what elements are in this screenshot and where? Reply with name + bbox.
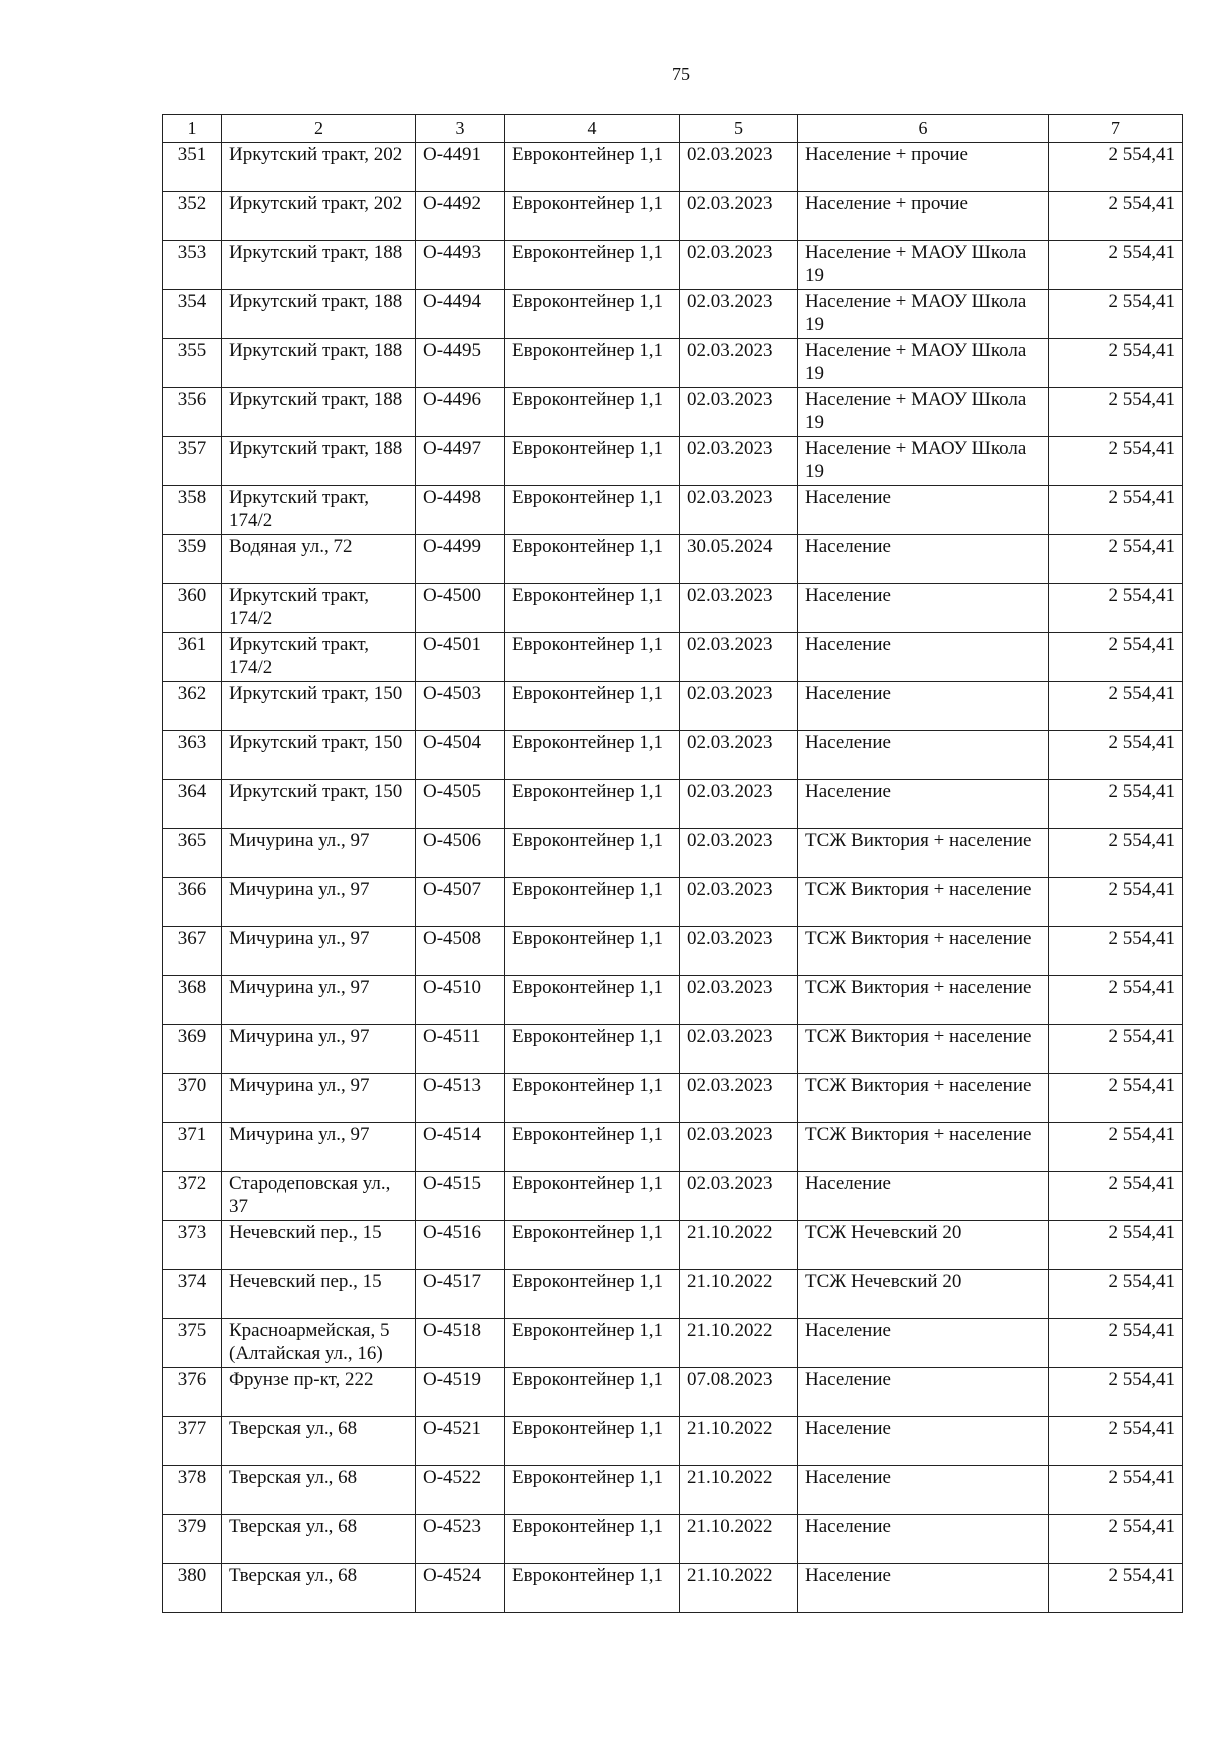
page-number: 75 xyxy=(672,64,690,84)
price-cell: 2 554,41 xyxy=(1049,486,1183,535)
site-code-cell: О-4515 xyxy=(416,1172,505,1221)
client-cell: ТСЖ Виктория + население xyxy=(798,1074,1049,1123)
address-cell: Тверская ул., 68 xyxy=(222,1466,416,1515)
price-cell: 2 554,41 xyxy=(1049,192,1183,241)
table-row xyxy=(163,1123,1183,1172)
container-type-cell: Евроконтейнер 1,1 xyxy=(505,1417,680,1466)
column-header: 7 xyxy=(1049,115,1183,143)
row-number: 370 xyxy=(163,1074,222,1123)
column-header: 1 xyxy=(163,115,222,143)
site-code-cell: О-4510 xyxy=(416,976,505,1025)
price-cell: 2 554,41 xyxy=(1049,878,1183,927)
row-number: 369 xyxy=(163,1025,222,1074)
container-type-cell: Евроконтейнер 1,1 xyxy=(505,535,680,584)
site-code-cell: О-4504 xyxy=(416,731,505,780)
price-cell: 2 554,41 xyxy=(1049,633,1183,682)
site-code-cell: О-4494 xyxy=(416,290,505,339)
container-type-cell: Евроконтейнер 1,1 xyxy=(505,241,680,290)
table-row xyxy=(163,584,1183,633)
price-cell: 2 554,41 xyxy=(1049,780,1183,829)
row-number: 372 xyxy=(163,1172,222,1221)
date-cell: 02.03.2023 xyxy=(680,388,798,437)
date-cell: 02.03.2023 xyxy=(680,437,798,486)
client-cell: ТСЖ Виктория + население xyxy=(798,927,1049,976)
container-type-cell: Евроконтейнер 1,1 xyxy=(505,1515,680,1564)
site-code-cell: О-4513 xyxy=(416,1074,505,1123)
table-row xyxy=(163,731,1183,780)
table-row xyxy=(163,192,1183,241)
row-number: 357 xyxy=(163,437,222,486)
client-cell: ТСЖ Нечевский 20 xyxy=(798,1270,1049,1319)
row-number: 354 xyxy=(163,290,222,339)
client-cell: Население xyxy=(798,535,1049,584)
address-cell: Тверская ул., 68 xyxy=(222,1417,416,1466)
price-cell: 2 554,41 xyxy=(1049,927,1183,976)
date-cell: 02.03.2023 xyxy=(680,829,798,878)
row-number: 376 xyxy=(163,1368,222,1417)
container-type-cell: Евроконтейнер 1,1 xyxy=(505,192,680,241)
column-number-header xyxy=(163,115,1183,143)
container-type-cell: Евроконтейнер 1,1 xyxy=(505,878,680,927)
table-row xyxy=(163,1221,1183,1270)
site-code-cell: О-4491 xyxy=(416,143,505,192)
column-header: 3 xyxy=(416,115,505,143)
date-cell: 21.10.2022 xyxy=(680,1564,798,1613)
container-registry-table xyxy=(162,114,1183,1613)
date-cell: 02.03.2023 xyxy=(680,290,798,339)
row-number: 377 xyxy=(163,1417,222,1466)
date-cell: 02.03.2023 xyxy=(680,633,798,682)
table-row xyxy=(163,1417,1183,1466)
site-code-cell: О-4497 xyxy=(416,437,505,486)
client-cell: Население xyxy=(798,584,1049,633)
container-type-cell: Евроконтейнер 1,1 xyxy=(505,584,680,633)
date-cell: 02.03.2023 xyxy=(680,1074,798,1123)
container-type-cell: Евроконтейнер 1,1 xyxy=(505,1466,680,1515)
site-code-cell: О-4505 xyxy=(416,780,505,829)
container-type-cell: Евроконтейнер 1,1 xyxy=(505,1319,680,1368)
site-code-cell: О-4500 xyxy=(416,584,505,633)
table-row xyxy=(163,241,1183,290)
row-number: 378 xyxy=(163,1466,222,1515)
table-row xyxy=(163,1172,1183,1221)
site-code-cell: О-4517 xyxy=(416,1270,505,1319)
container-type-cell: Евроконтейнер 1,1 xyxy=(505,780,680,829)
date-cell: 21.10.2022 xyxy=(680,1319,798,1368)
column-header: 2 xyxy=(222,115,416,143)
client-cell: Население xyxy=(798,780,1049,829)
client-cell: Население + МАОУ Школа 19 xyxy=(798,339,1049,388)
site-code-cell: О-4521 xyxy=(416,1417,505,1466)
container-type-cell: Евроконтейнер 1,1 xyxy=(505,633,680,682)
date-cell: 07.08.2023 xyxy=(680,1368,798,1417)
table-row xyxy=(163,780,1183,829)
row-number: 363 xyxy=(163,731,222,780)
table-row xyxy=(163,1515,1183,1564)
date-cell: 02.03.2023 xyxy=(680,780,798,829)
site-code-cell: О-4508 xyxy=(416,927,505,976)
address-cell: Иркутский тракт, 174/2 xyxy=(222,486,416,535)
row-number: 366 xyxy=(163,878,222,927)
site-code-cell: О-4492 xyxy=(416,192,505,241)
address-cell: Мичурина ул., 97 xyxy=(222,1025,416,1074)
address-cell: Красноармейская, 5 (Алтайская ул., 16) xyxy=(222,1319,416,1368)
row-number: 373 xyxy=(163,1221,222,1270)
address-cell: Иркутский тракт, 202 xyxy=(222,143,416,192)
price-cell: 2 554,41 xyxy=(1049,829,1183,878)
table-row xyxy=(163,339,1183,388)
container-type-cell: Евроконтейнер 1,1 xyxy=(505,143,680,192)
address-cell: Иркутский тракт, 188 xyxy=(222,437,416,486)
address-cell: Тверская ул., 68 xyxy=(222,1515,416,1564)
date-cell: 02.03.2023 xyxy=(680,486,798,535)
date-cell: 21.10.2022 xyxy=(680,1515,798,1564)
address-cell: Иркутский тракт, 174/2 xyxy=(222,584,416,633)
container-type-cell: Евроконтейнер 1,1 xyxy=(505,927,680,976)
site-code-cell: О-4514 xyxy=(416,1123,505,1172)
container-type-cell: Евроконтейнер 1,1 xyxy=(505,829,680,878)
site-code-cell: О-4499 xyxy=(416,535,505,584)
site-code-cell: О-4518 xyxy=(416,1319,505,1368)
container-type-cell: Евроконтейнер 1,1 xyxy=(505,1074,680,1123)
row-number: 374 xyxy=(163,1270,222,1319)
container-type-cell: Евроконтейнер 1,1 xyxy=(505,1123,680,1172)
client-cell: ТСЖ Виктория + население xyxy=(798,1123,1049,1172)
container-type-cell: Евроконтейнер 1,1 xyxy=(505,1172,680,1221)
row-number: 361 xyxy=(163,633,222,682)
address-cell: Мичурина ул., 97 xyxy=(222,878,416,927)
container-type-cell: Евроконтейнер 1,1 xyxy=(505,388,680,437)
container-type-cell: Евроконтейнер 1,1 xyxy=(505,1221,680,1270)
table-row xyxy=(163,682,1183,731)
date-cell: 21.10.2022 xyxy=(680,1270,798,1319)
price-cell: 2 554,41 xyxy=(1049,437,1183,486)
row-number: 375 xyxy=(163,1319,222,1368)
client-cell: ТСЖ Виктория + население xyxy=(798,878,1049,927)
address-cell: Мичурина ул., 97 xyxy=(222,927,416,976)
price-cell: 2 554,41 xyxy=(1049,143,1183,192)
container-type-cell: Евроконтейнер 1,1 xyxy=(505,682,680,731)
address-cell: Нечевский пер., 15 xyxy=(222,1221,416,1270)
price-cell: 2 554,41 xyxy=(1049,290,1183,339)
price-cell: 2 554,41 xyxy=(1049,1368,1183,1417)
address-cell: Мичурина ул., 97 xyxy=(222,829,416,878)
date-cell: 21.10.2022 xyxy=(680,1221,798,1270)
table-row xyxy=(163,1319,1183,1368)
client-cell: Население + МАОУ Школа 19 xyxy=(798,290,1049,339)
table-row xyxy=(163,976,1183,1025)
container-type-cell: Евроконтейнер 1,1 xyxy=(505,731,680,780)
price-cell: 2 554,41 xyxy=(1049,1319,1183,1368)
date-cell: 02.03.2023 xyxy=(680,1123,798,1172)
site-code-cell: О-4495 xyxy=(416,339,505,388)
date-cell: 02.03.2023 xyxy=(680,878,798,927)
table-row xyxy=(163,927,1183,976)
price-cell: 2 554,41 xyxy=(1049,1025,1183,1074)
date-cell: 02.03.2023 xyxy=(680,584,798,633)
column-header: 4 xyxy=(505,115,680,143)
client-cell: ТСЖ Виктория + население xyxy=(798,1025,1049,1074)
row-number: 365 xyxy=(163,829,222,878)
row-number: 368 xyxy=(163,976,222,1025)
address-cell: Иркутский тракт, 188 xyxy=(222,388,416,437)
price-cell: 2 554,41 xyxy=(1049,1270,1183,1319)
price-cell: 2 554,41 xyxy=(1049,1564,1183,1613)
container-type-cell: Евроконтейнер 1,1 xyxy=(505,1270,680,1319)
date-cell: 02.03.2023 xyxy=(680,339,798,388)
price-cell: 2 554,41 xyxy=(1049,1466,1183,1515)
address-cell: Иркутский тракт, 174/2 xyxy=(222,633,416,682)
table-row xyxy=(163,437,1183,486)
table-row xyxy=(163,143,1183,192)
table-row xyxy=(163,1368,1183,1417)
price-cell: 2 554,41 xyxy=(1049,1515,1183,1564)
row-number: 367 xyxy=(163,927,222,976)
row-number: 359 xyxy=(163,535,222,584)
price-cell: 2 554,41 xyxy=(1049,731,1183,780)
address-cell: Мичурина ул., 97 xyxy=(222,1074,416,1123)
row-number: 352 xyxy=(163,192,222,241)
table-row xyxy=(163,1564,1183,1613)
address-cell: Иркутский тракт, 202 xyxy=(222,192,416,241)
client-cell: Население xyxy=(798,682,1049,731)
address-cell: Иркутский тракт, 188 xyxy=(222,241,416,290)
price-cell: 2 554,41 xyxy=(1049,241,1183,290)
client-cell: Население + прочие xyxy=(798,192,1049,241)
price-cell: 2 554,41 xyxy=(1049,339,1183,388)
table-row xyxy=(163,1074,1183,1123)
client-cell: Население xyxy=(798,1417,1049,1466)
site-code-cell: О-4516 xyxy=(416,1221,505,1270)
table-row xyxy=(163,1025,1183,1074)
price-cell: 2 554,41 xyxy=(1049,1417,1183,1466)
price-cell: 2 554,41 xyxy=(1049,1123,1183,1172)
date-cell: 02.03.2023 xyxy=(680,927,798,976)
table-row xyxy=(163,878,1183,927)
price-cell: 2 554,41 xyxy=(1049,388,1183,437)
date-cell: 02.03.2023 xyxy=(680,241,798,290)
site-code-cell: О-4519 xyxy=(416,1368,505,1417)
row-number: 364 xyxy=(163,780,222,829)
row-number: 360 xyxy=(163,584,222,633)
client-cell: Население + прочие xyxy=(798,143,1049,192)
container-type-cell: Евроконтейнер 1,1 xyxy=(505,486,680,535)
address-cell: Иркутский тракт, 150 xyxy=(222,731,416,780)
client-cell: Население xyxy=(798,633,1049,682)
date-cell: 21.10.2022 xyxy=(680,1417,798,1466)
row-number: 358 xyxy=(163,486,222,535)
site-code-cell: О-4524 xyxy=(416,1564,505,1613)
column-header: 6 xyxy=(798,115,1049,143)
container-type-cell: Евроконтейнер 1,1 xyxy=(505,1368,680,1417)
address-cell: Мичурина ул., 97 xyxy=(222,976,416,1025)
address-cell: Мичурина ул., 97 xyxy=(222,1123,416,1172)
date-cell: 21.10.2022 xyxy=(680,1466,798,1515)
table-row xyxy=(163,486,1183,535)
site-code-cell: О-4522 xyxy=(416,1466,505,1515)
price-cell: 2 554,41 xyxy=(1049,1172,1183,1221)
container-type-cell: Евроконтейнер 1,1 xyxy=(505,976,680,1025)
client-cell: Население xyxy=(798,1172,1049,1221)
client-cell: ТСЖ Нечевский 20 xyxy=(798,1221,1049,1270)
container-type-cell: Евроконтейнер 1,1 xyxy=(505,339,680,388)
client-cell: Население xyxy=(798,1368,1049,1417)
address-cell: Иркутский тракт, 188 xyxy=(222,339,416,388)
client-cell: ТСЖ Виктория + население xyxy=(798,976,1049,1025)
date-cell: 02.03.2023 xyxy=(680,731,798,780)
client-cell: Население xyxy=(798,1466,1049,1515)
address-cell: Иркутский тракт, 150 xyxy=(222,780,416,829)
site-code-cell: О-4503 xyxy=(416,682,505,731)
client-cell: ТСЖ Виктория + население xyxy=(798,829,1049,878)
address-cell: Стародеповская ул., 37 xyxy=(222,1172,416,1221)
container-type-cell: Евроконтейнер 1,1 xyxy=(505,437,680,486)
table-row xyxy=(163,829,1183,878)
date-cell: 02.03.2023 xyxy=(680,1025,798,1074)
site-code-cell: О-4523 xyxy=(416,1515,505,1564)
row-number: 356 xyxy=(163,388,222,437)
date-cell: 02.03.2023 xyxy=(680,143,798,192)
address-cell: Иркутский тракт, 150 xyxy=(222,682,416,731)
client-cell: Население xyxy=(798,1319,1049,1368)
row-number: 380 xyxy=(163,1564,222,1613)
address-cell: Водяная ул., 72 xyxy=(222,535,416,584)
site-code-cell: О-4511 xyxy=(416,1025,505,1074)
table-row xyxy=(163,1270,1183,1319)
table-row xyxy=(163,633,1183,682)
row-number: 362 xyxy=(163,682,222,731)
site-code-cell: О-4501 xyxy=(416,633,505,682)
price-cell: 2 554,41 xyxy=(1049,976,1183,1025)
container-type-cell: Евроконтейнер 1,1 xyxy=(505,290,680,339)
row-number: 351 xyxy=(163,143,222,192)
container-type-cell: Евроконтейнер 1,1 xyxy=(505,1564,680,1613)
client-cell: Население xyxy=(798,486,1049,535)
client-cell: Население xyxy=(798,1515,1049,1564)
client-cell: Население + МАОУ Школа 19 xyxy=(798,388,1049,437)
table-row xyxy=(163,535,1183,584)
site-code-cell: О-4493 xyxy=(416,241,505,290)
address-cell: Иркутский тракт, 188 xyxy=(222,290,416,339)
row-number: 371 xyxy=(163,1123,222,1172)
site-code-cell: О-4498 xyxy=(416,486,505,535)
date-cell: 02.03.2023 xyxy=(680,192,798,241)
site-code-cell: О-4496 xyxy=(416,388,505,437)
price-cell: 2 554,41 xyxy=(1049,535,1183,584)
table-row xyxy=(163,1466,1183,1515)
address-cell: Фрунзе пр-кт, 222 xyxy=(222,1368,416,1417)
price-cell: 2 554,41 xyxy=(1049,1221,1183,1270)
row-number: 353 xyxy=(163,241,222,290)
client-cell: Население + МАОУ Школа 19 xyxy=(798,241,1049,290)
client-cell: Население + МАОУ Школа 19 xyxy=(798,437,1049,486)
client-cell: Население xyxy=(798,731,1049,780)
site-code-cell: О-4506 xyxy=(416,829,505,878)
row-number: 379 xyxy=(163,1515,222,1564)
address-cell: Тверская ул., 68 xyxy=(222,1564,416,1613)
column-header: 5 xyxy=(680,115,798,143)
price-cell: 2 554,41 xyxy=(1049,682,1183,731)
table-row xyxy=(163,388,1183,437)
price-cell: 2 554,41 xyxy=(1049,584,1183,633)
address-cell: Нечевский пер., 15 xyxy=(222,1270,416,1319)
container-type-cell: Евроконтейнер 1,1 xyxy=(505,1025,680,1074)
price-cell: 2 554,41 xyxy=(1049,1074,1183,1123)
date-cell: 02.03.2023 xyxy=(680,1172,798,1221)
row-number: 355 xyxy=(163,339,222,388)
date-cell: 02.03.2023 xyxy=(680,682,798,731)
client-cell: Население xyxy=(798,1564,1049,1613)
site-code-cell: О-4507 xyxy=(416,878,505,927)
date-cell: 30.05.2024 xyxy=(680,535,798,584)
date-cell: 02.03.2023 xyxy=(680,976,798,1025)
table-row xyxy=(163,290,1183,339)
